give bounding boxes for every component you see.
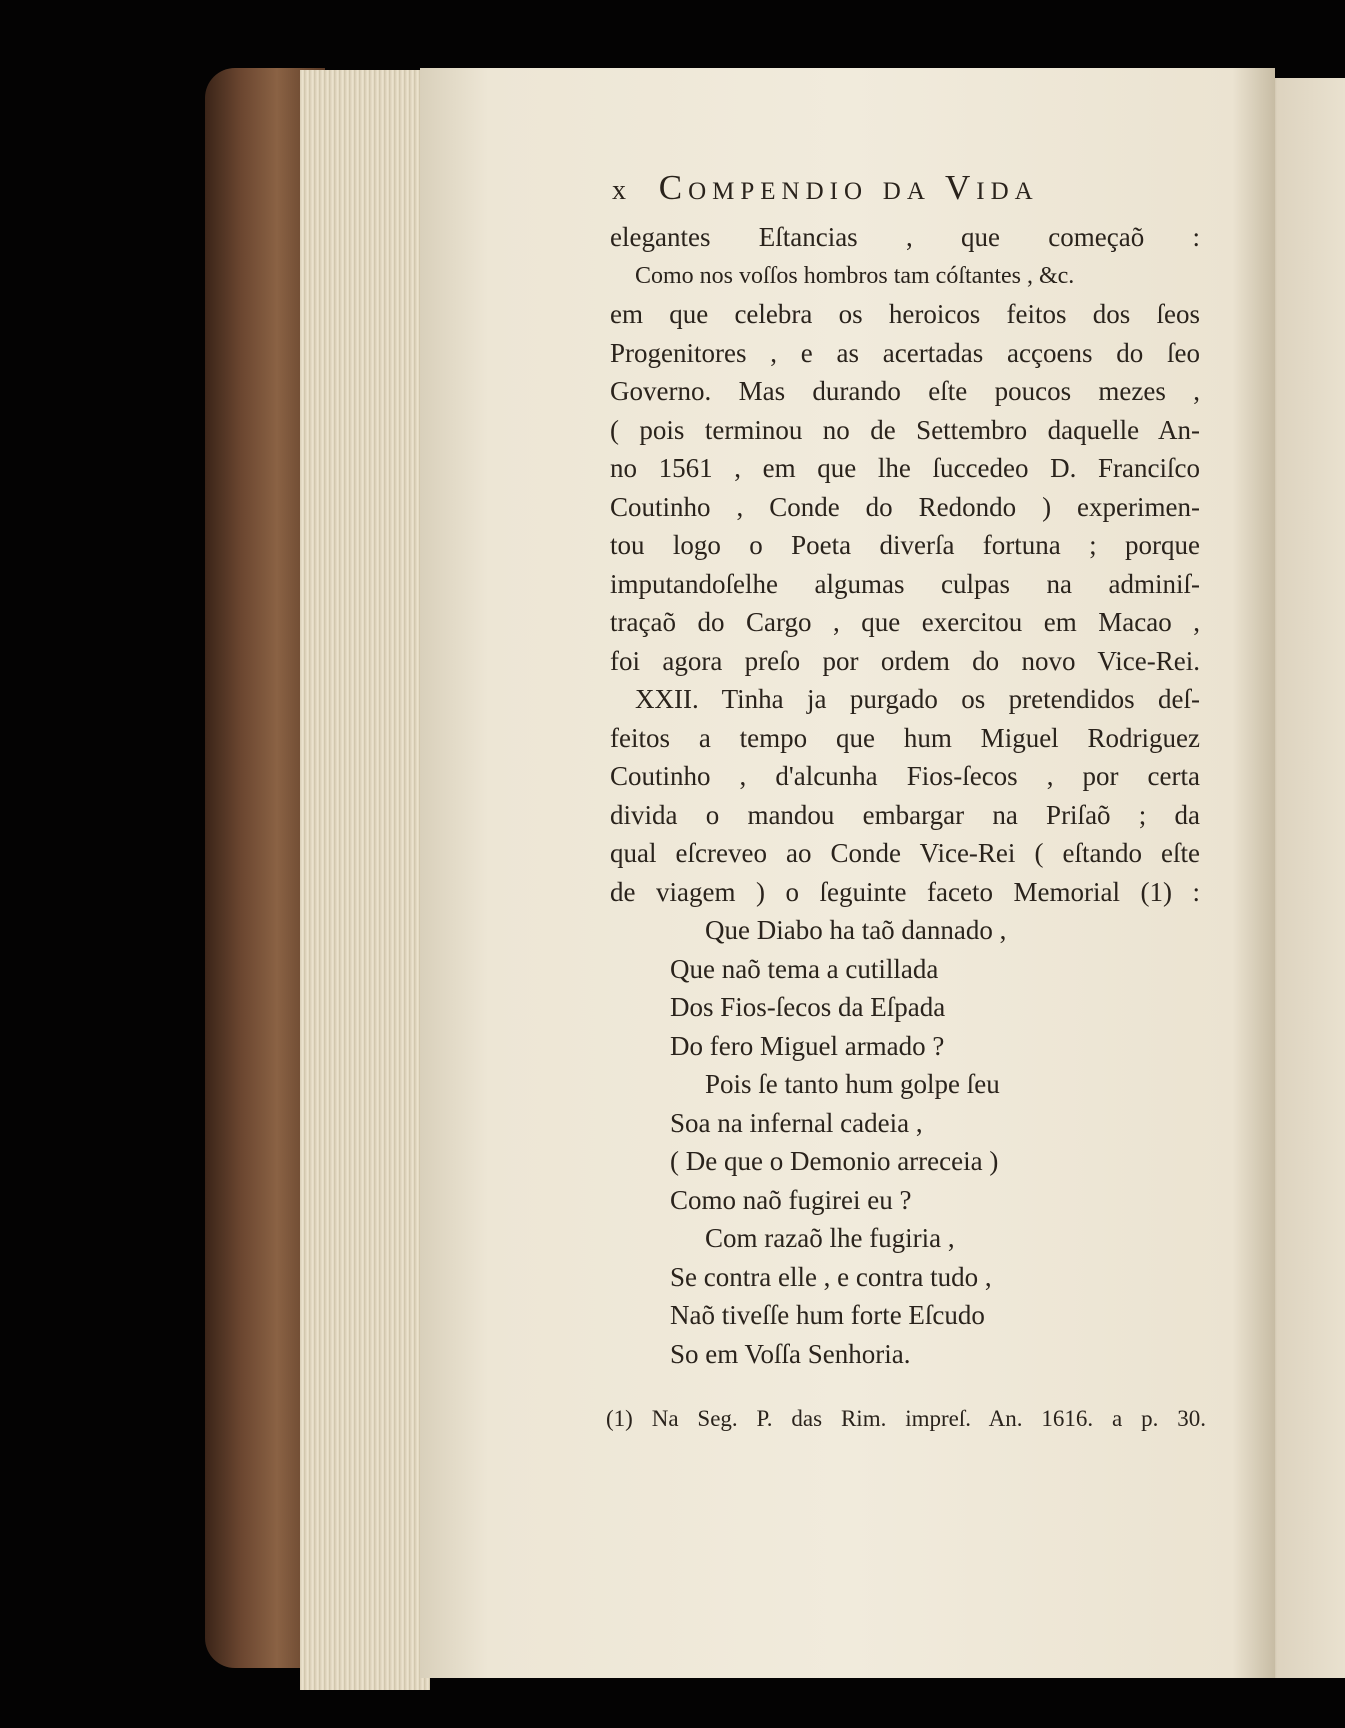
verse-line: ( De que o Demonio arreceia )	[670, 1146, 999, 1176]
verse-line: Que Diabo ha taõ dannado ,	[705, 915, 1007, 945]
verse-line: Como naõ fugirei eu ?	[670, 1184, 912, 1215]
text-line: elegantes Eſtancias , que começaõ :	[610, 222, 1200, 252]
text-line: foi agora preſo por ordem do novo Vice-Rei.	[610, 645, 1200, 676]
text-line: em que celebra os heroicos feitos dos ſeos	[610, 299, 1200, 329]
text-line: divida o mandou embargar na Priſaõ ; da	[610, 799, 1200, 830]
text-line: Coutinho , Conde do Redondo ) experimen-	[610, 491, 1200, 522]
verse-line: So em Voſſa Senhoria.	[670, 1338, 911, 1369]
page-number: x	[612, 175, 626, 206]
verse-line: Pois ſe tanto hum golpe ſeu	[705, 1069, 1000, 1099]
text-line: Coutinho , d'alcunha Fios-ſecos , por certa	[610, 761, 1200, 791]
running-head	[612, 168, 1132, 208]
section-start-line: XXII. Tinha ja purgado os pretendidos deſ-	[635, 684, 1200, 714]
quoted-line: Como nos voſſos hombros tam cóſtantes , &c.	[635, 262, 1075, 289]
text-line: ( pois terminou no de Settembro daquelle An-	[610, 414, 1200, 445]
book-page	[420, 68, 1275, 1678]
verse-line: Se contra elle , e contra tudo ,	[670, 1261, 992, 1292]
text-line: Progenitores , e as acertadas acçoens do ſeo	[610, 337, 1200, 368]
body-text	[610, 218, 1200, 1373]
facing-page-edge	[1265, 78, 1345, 1678]
verse-line: Soa na infernal cadeia ,	[670, 1107, 923, 1138]
text-line: Governo. Mas durando eſte poucos mezes ,	[610, 376, 1200, 406]
running-title: Compendio da Vida	[658, 168, 1039, 207]
verse-line: Do fero Miguel armado ?	[670, 1030, 945, 1061]
text-line: traçaõ do Cargo , que exercitou em Macao ,	[610, 607, 1200, 637]
page-edges	[300, 70, 430, 1690]
text-line: qual eſcreveo ao Conde Vice-Rei ( eſtando eſte	[610, 838, 1200, 868]
text-line: imputandoſelhe algumas culpas na adminiſ-	[610, 568, 1200, 599]
footnote: (1) Na Seg. P. das Rim. impreſ. An. 1616. a p. 30.	[606, 1406, 1206, 1431]
text-line: feitos a tempo que hum Miguel Rodriguez	[610, 722, 1200, 753]
verse-line: Que naõ tema a cutillada	[670, 953, 939, 984]
text-line: de viagem ) o ſeguinte faceto Memorial (1) :	[610, 876, 1200, 907]
text-line: no 1561 , em que lhe ſuccedeo D. Franciſco	[610, 453, 1200, 483]
verse-line: Com razaõ lhe fugiria ,	[705, 1223, 955, 1253]
verse-line: Dos Fios-ſecos da Eſpada	[670, 992, 946, 1022]
text-line: tou logo o Poeta diverſa fortuna ; porque	[610, 530, 1200, 560]
verse-line: Naõ tiveſſe hum forte Eſcudo	[670, 1300, 985, 1330]
